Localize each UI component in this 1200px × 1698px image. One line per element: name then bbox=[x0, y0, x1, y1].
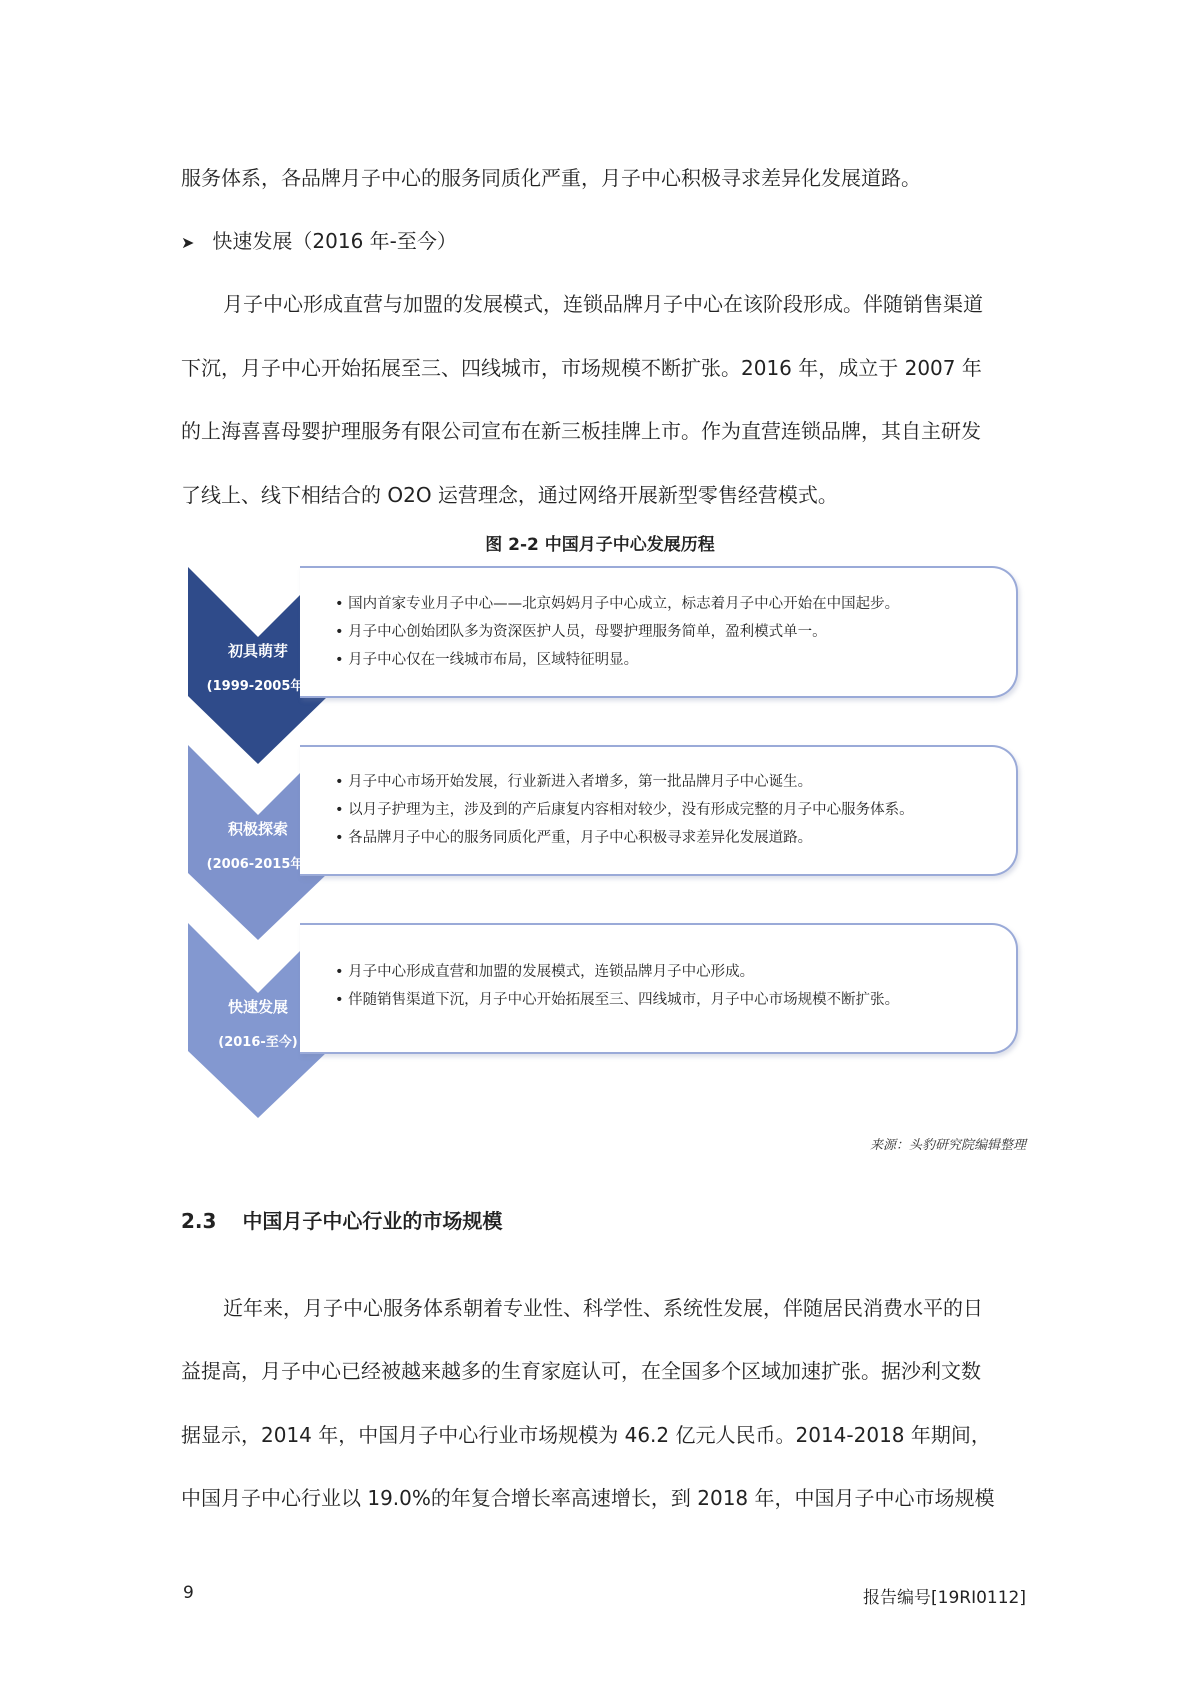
stage-years: (1999-2005年) bbox=[206, 679, 310, 694]
stage-point: • 国内首家专业月子中心——北京妈妈月子中心成立，标志着月子中心开始在中国起步。 bbox=[335, 590, 899, 618]
stage-name: 积极探索 bbox=[227, 820, 288, 838]
stage-box-1 bbox=[300, 566, 1018, 698]
stage-point: • 月子中心创始团队多为资深医护人员，母婴护理服务简单，盈利模式单一。 bbox=[335, 618, 899, 646]
stage-point: • 各品牌月子中心的服务同质化严重，月子中心积极寻求差异化发展道路。 bbox=[335, 824, 914, 852]
paragraph-line: 了线上、线下相结合的 O2O 运营理念，通过网络开展新型零售经营模式。 bbox=[181, 483, 838, 507]
section-number: 2.3 bbox=[181, 1209, 217, 1233]
paragraph-line: 中国月子中心行业以 19.0%的年复合增长率高速增长，到 2018 年，中国月子中心市场规模 bbox=[181, 1486, 995, 1510]
paragraph-line: 月子中心形成直营与加盟的发展模式，连锁品牌月子中心在该阶段形成。伴随销售渠道 bbox=[223, 292, 983, 316]
page-number: 9 bbox=[183, 1583, 194, 1603]
stage-point: • 月子中心市场开始发展，行业新进入者增多，第一批品牌月子中心诞生。 bbox=[335, 768, 914, 796]
section-title: 中国月子中心行业的市场规模 bbox=[242, 1209, 503, 1233]
stage-years: (2006-2015年) bbox=[206, 857, 310, 872]
paragraph-tail: 服务体系，各品牌月子中心的服务同质化严重，月子中心积极寻求差异化发展道路。 bbox=[181, 166, 921, 190]
section-heading bbox=[181, 1205, 502, 1234]
stage-point: • 伴随销售渠道下沉，月子中心开始拓展至三、四线城市，月子中心市场规模不断扩张。 bbox=[335, 986, 899, 1014]
figure-title: 图 2-2 中国月子中心发展历程 bbox=[485, 535, 715, 555]
stage-name: 初具萌芽 bbox=[227, 642, 288, 660]
stage-label-3 bbox=[188, 996, 328, 1050]
stage-label-1 bbox=[188, 640, 328, 694]
stage-label-2 bbox=[188, 818, 328, 872]
paragraph-line: 据显示，2014 年，中国月子中心行业市场规模为 46.2 亿元人民币。2014-2018 年期间， bbox=[181, 1423, 991, 1447]
stage-point: • 月子中心仅在一线城市布局，区域特征明显。 bbox=[335, 646, 899, 674]
stage-box-3 bbox=[300, 923, 1018, 1054]
bullet-heading-text: 快速发展（2016 年-至今） bbox=[212, 229, 457, 253]
stage-box-2 bbox=[300, 745, 1018, 876]
paragraph-line: 下沉，月子中心开始拓展至三、四线城市，市场规模不断扩张。2016 年，成立于 2007 年 bbox=[181, 356, 982, 380]
stage-years: (2016-至今) bbox=[218, 1035, 298, 1050]
stage-point: • 以月子护理为主，涉及到的产后康复内容相对较少，没有形成完整的月子中心服务体系。 bbox=[335, 796, 914, 824]
stage-name: 快速发展 bbox=[227, 998, 288, 1016]
paragraph-line: 近年来，月子中心服务体系朝着专业性、科学性、系统性发展，伴随居民消费水平的日 bbox=[223, 1296, 983, 1320]
figure-source: 来源：头豹研究院编辑整理 bbox=[869, 1138, 1026, 1153]
arrow-bullet-icon: ➤ bbox=[181, 233, 195, 252]
report-id: 报告编号[19RI0112] bbox=[863, 1588, 1026, 1608]
paragraph-line: 益提高，月子中心已经被越来越多的生育家庭认可，在全国多个区域加速扩张。据沙利文数 bbox=[181, 1359, 981, 1383]
stage-point: • 月子中心形成直营和加盟的发展模式，连锁品牌月子中心形成。 bbox=[335, 958, 899, 986]
paragraph-line: 的上海喜喜母婴护理服务有限公司宣布在新三板挂牌上市。作为直营连锁品牌，其自主研发 bbox=[181, 419, 981, 443]
